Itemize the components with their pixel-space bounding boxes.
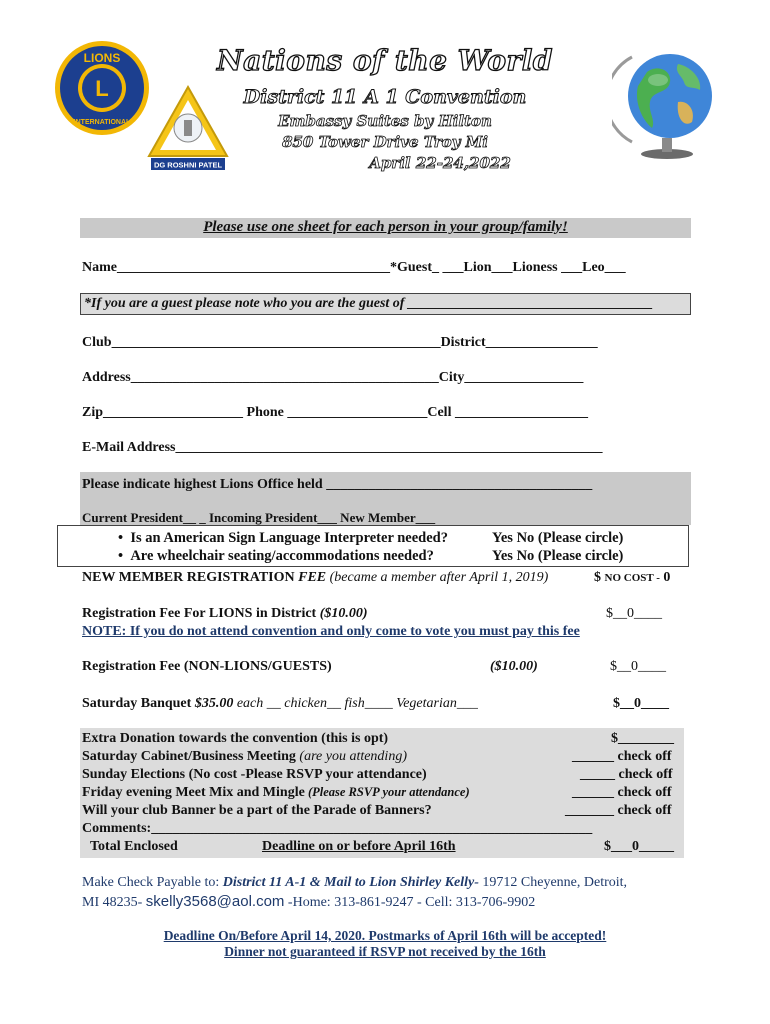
lions-top-text: LIONS bbox=[83, 51, 121, 65]
wheelchair-question: • Are wheelchair seating/accommodations needed? bbox=[118, 548, 434, 564]
bullet-icon: • bbox=[118, 548, 131, 564]
saturday-banquet: Saturday Banquet $35.00 each __ chicken__ fish____ Vegetarian___ bbox=[82, 696, 478, 711]
convention-subtitle: District 11 A 1 Convention bbox=[243, 86, 527, 108]
address-city-field[interactable]: Address____________________________________________City_________________ bbox=[82, 370, 584, 385]
name-field[interactable]: Name_______________________________________*Guest_ ___Lion___Lioness ___Leo___ bbox=[82, 260, 626, 275]
cabinet-meeting: Saturday Cabinet/Business Meeting (are you attending) bbox=[82, 749, 407, 764]
guest-of-field[interactable]: *If you are a guest please note who you are the guest of ___________________________________ bbox=[84, 296, 653, 311]
email-field[interactable]: E-Mail Address_____________________________________________________________ bbox=[82, 440, 603, 455]
asl-question: • Is an American Sign Language Interpreter needed? bbox=[118, 530, 448, 546]
asl-answer-options[interactable]: Yes No (Please circle) bbox=[492, 530, 624, 546]
bullet-icon: • bbox=[118, 530, 131, 546]
friday-mixer-check[interactable]: ______ check off bbox=[572, 785, 672, 800]
comments-field[interactable]: Comments:_______________________________________________________________ bbox=[82, 821, 593, 836]
new-member-registration: NEW MEMBER REGISTRATION FEE (became a member after April 1, 2019) bbox=[82, 570, 549, 585]
instruction-text: Please use one sheet for each person in your group/family! bbox=[203, 219, 568, 235]
badge-caption: DG ROSHNI PATEL bbox=[153, 160, 223, 170]
parade-of-banners-check[interactable]: _______ check off bbox=[565, 803, 672, 818]
member-status-field[interactable]: Current President__ _ Incoming President___ New Member___ bbox=[82, 510, 436, 525]
nonlions-fee-amount[interactable]: $__0____ bbox=[610, 659, 666, 674]
total-enclosed-label: Total Enclosed bbox=[90, 839, 178, 854]
vote-only-note: NOTE: If you do not attend convention and only come to vote you must pay this fee bbox=[82, 624, 580, 639]
extra-donation-amount[interactable]: $________ bbox=[611, 731, 674, 746]
nonlions-registration-fee: Registration Fee (NON-LIONS/GUESTS) bbox=[82, 659, 332, 674]
nonlions-fee-price: ($10.00) bbox=[490, 659, 538, 674]
sunday-elections: Sunday Elections (No cost -Please RSVP your attendance) bbox=[82, 767, 427, 782]
extra-donation: Extra Donation towards the convention (this is opt) bbox=[82, 731, 389, 746]
sunday-elections-check[interactable]: _____ check off bbox=[580, 767, 673, 782]
footer-dinner-note: Dinner not guaranteed if RSVP not received by the 16th bbox=[224, 944, 546, 959]
lions-bottom-text: INTERNATIONAL bbox=[73, 119, 131, 126]
wheelchair-answer-options[interactable]: Yes No (Please circle) bbox=[492, 548, 624, 564]
venue-name: Embassy Suites by Hilton bbox=[278, 112, 492, 130]
lions-fee-amount[interactable]: $__0____ bbox=[606, 606, 662, 621]
venue-address: 850 Tower Drive Troy Mi bbox=[282, 133, 488, 151]
lions-office-field[interactable]: Please indicate highest Lions Office held ______________________________________ bbox=[82, 477, 593, 492]
total-amount[interactable]: $___0_____ bbox=[604, 839, 674, 854]
lions-letter: L bbox=[95, 76, 109, 101]
friday-mixer: Friday evening Meet Mix and Mingle (Please RSVP your attendance) bbox=[82, 785, 470, 800]
payment-contact: MI 48235- skelly3568@aol.com -Home: 313-861-9247 - Cell: 313-706-9902 bbox=[82, 893, 536, 910]
contact-email[interactable]: skelly3568@aol.com bbox=[145, 893, 285, 910]
footer-deadline: Deadline On/Before April 14, 2020. Postmarks of April 16th will be accepted! bbox=[163, 928, 607, 943]
new-member-cost: $ NO COST - 0 bbox=[594, 570, 671, 585]
zip-phone-cell-field[interactable]: Zip____________________ Phone ____________________Cell ___________________ bbox=[82, 405, 588, 420]
cabinet-meeting-check[interactable]: ______ check off bbox=[572, 749, 672, 764]
lions-registration-fee: Registration Fee For LIONS in District ($10.00) bbox=[82, 606, 368, 621]
convention-dates: April 22-24,2022 bbox=[369, 154, 511, 172]
convention-title: Nations of the World bbox=[217, 44, 553, 77]
club-district-field[interactable]: Club_______________________________________________District________________ bbox=[82, 335, 598, 350]
payment-instructions: Make Check Payable to: District 11 A-1 & Mail to Lion Shirley Kelly- 19712 Cheyenne, Detroit, bbox=[82, 875, 628, 890]
parade-of-banners: Will your club Banner be a part of the Parade of Banners? bbox=[82, 803, 432, 818]
deadline-text: Deadline on or before April 16th bbox=[262, 839, 456, 854]
banquet-amount[interactable]: $__0____ bbox=[613, 696, 669, 711]
